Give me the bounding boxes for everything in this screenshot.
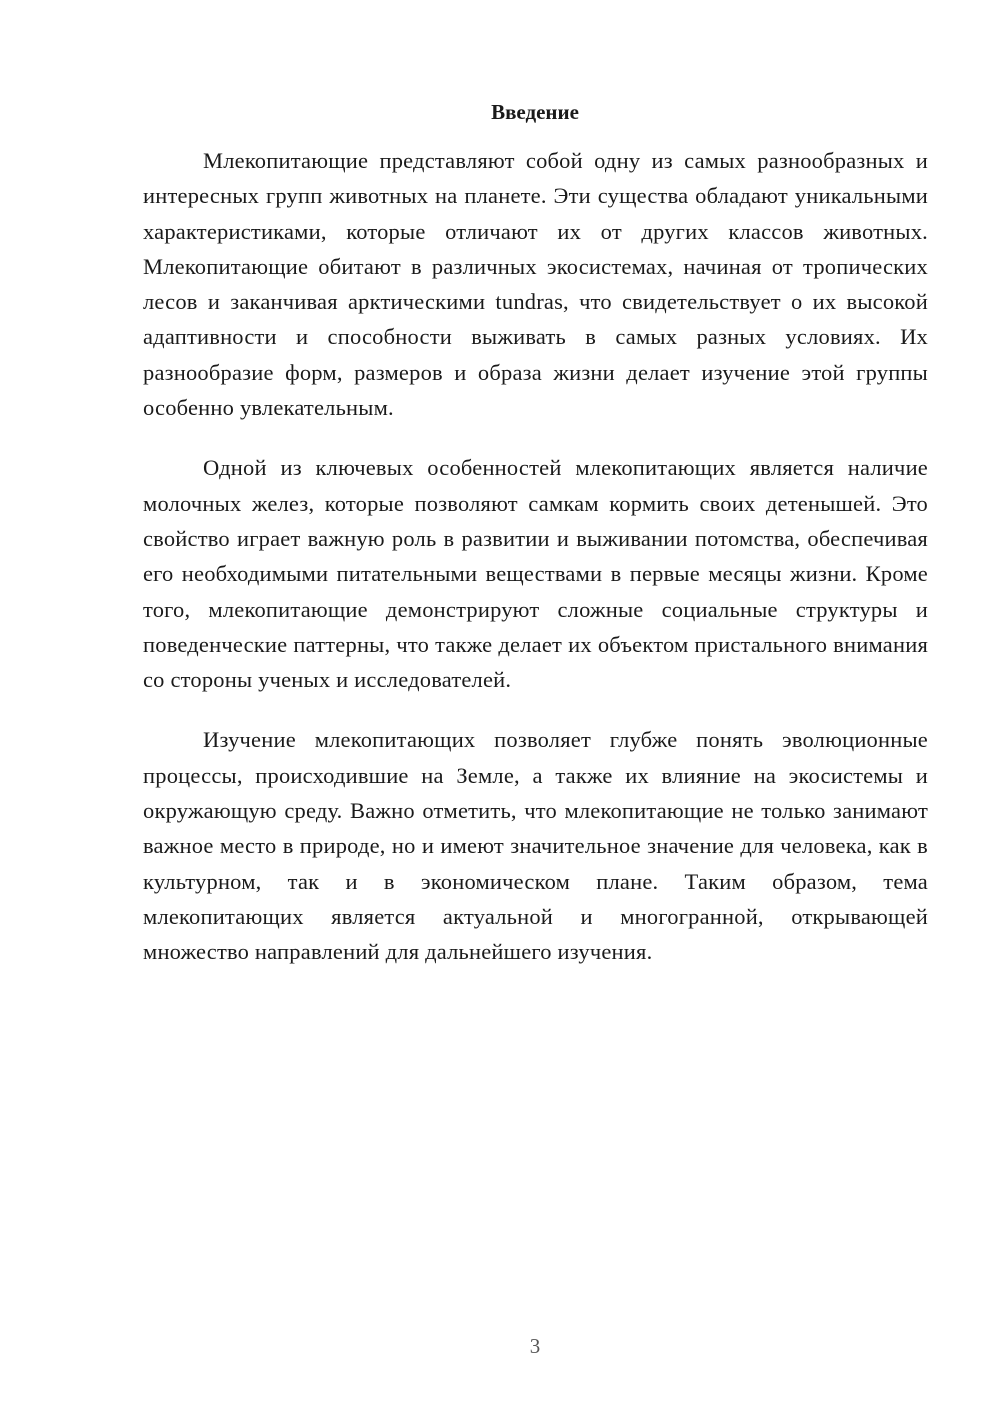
paragraph-1: Млекопитающие представляют собой одну из самых разнообразных и интересных групп животных на планете. Эти существа обладают уникальными характеристиками, которые отличают их от других классов животных. Млекопитающие обитают в различных экосистемах, начиная от тропических лесов и заканчивая арктическими tundras, что свидетельствует о их высокой адаптивности и способности выживать в самых разных условиях. Их разнообразие форм, размеров и образа жизни делает изучение этой группы особенно увлекательным. [143, 148, 928, 421]
page-number: 3 [529, 1334, 541, 1358]
paragraph-2: Одной из ключевых особенностей млекопитающих является наличие молочных желез, которые позволяют самкам кормить своих детенышей. Это свойство играет важную роль в развитии и выживании потомства, обеспечивая его необходимыми питательными веществами в первые месяцы жизни. Кроме того, млекопитающие демонстрируют сложные социальные структуры и поведенческие паттерны, что также делает их объектом пристального внимания со стороны ученых и исследователей. [143, 455, 928, 693]
body-text [143, 143, 928, 995]
section-heading: Введение [491, 100, 579, 124]
paragraph-3: Изучение млекопитающих позволяет глубже понять эволюционные процессы, происходившие на Земле, а также их влияние на экосистемы и окружающую среду. Важно отметить, что млекопитающие не только занимают важное место в природе, но и имеют значительное значение для человека, как в культурном, так и в экономическом плане. Таким образом, тема млекопитающих является актуальной и многогранной, открывающей множество направлений для дальнейшего изучения. [143, 727, 928, 965]
